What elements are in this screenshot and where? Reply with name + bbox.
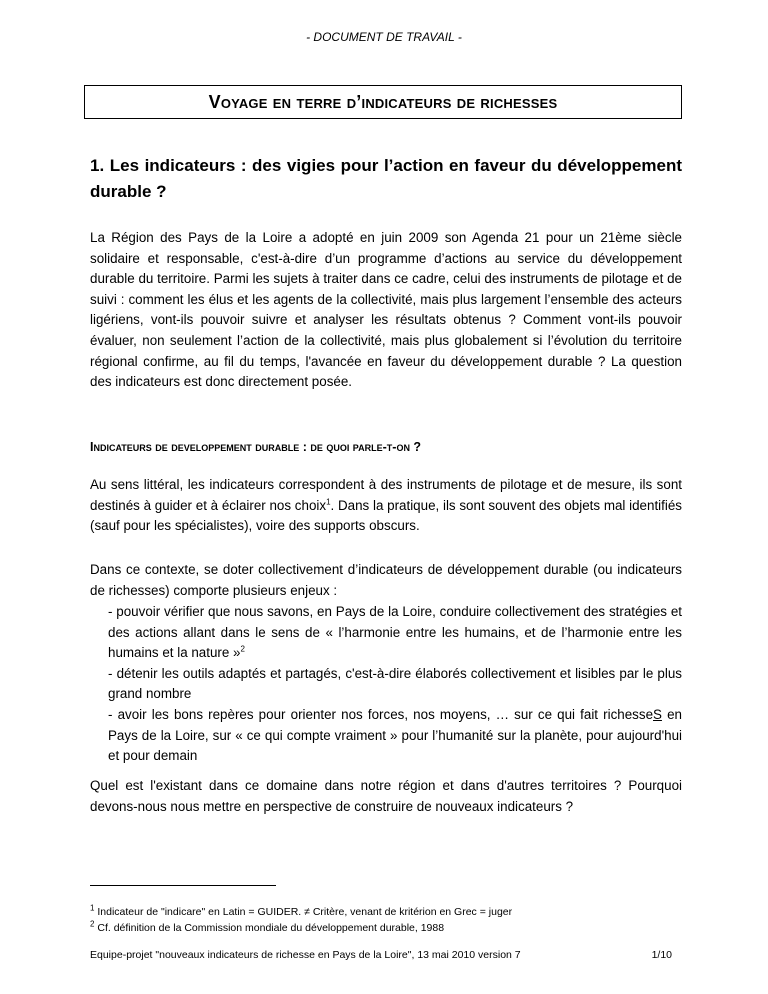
section-heading: 1. Les indicateurs : des vigies pour l’action en faveur du développement durable ? [90, 156, 682, 201]
list-item-text: - pouvoir vérifier que nous savons, en Pays de la Loire, conduire collectivement des stratégies et des actions allant dans le sens de « l’harmonie entre les humains, et de l’harmonie entre les humains et la nature » [108, 604, 682, 661]
footer-text: Equipe-projet "nouveaux indicateurs de richesse en Pays de la Loire", 13 mai 2010 version 7 [90, 949, 521, 961]
footnotes [90, 904, 690, 936]
page-number: 1/10 [651, 949, 672, 961]
question-paragraph: Quel est l'existant dans ce domaine dans notre région et dans d'autres territoires ? Pourquoi devons-nous nous mettre en perspective de construire de nouveaux indicateurs ? [90, 778, 682, 814]
definition-paragraph [90, 475, 682, 537]
footnote-number: 1 [90, 903, 95, 913]
context-paragraph: Dans ce contexte, se doter collectivement d’indicateurs de développement durable (ou indicateurs de richesses) comporte plusieurs enjeux : [90, 562, 682, 598]
definition-text: Au sens littéral, les indicateurs correspondent à des instruments de pilotage et de mesure, ils sont destinés à guider et à éclairer nos choix [90, 477, 682, 513]
footnote-ref-1: 1 [326, 497, 331, 507]
list-item-text: - avoir les bons repères pour orienter nos forces, nos moyens, … sur ce qui fait richesse [108, 706, 654, 722]
subsection-heading: Indicateurs de developpement durable : de quoi parle-t-on ? [90, 440, 422, 454]
footnote-divider [90, 885, 276, 886]
footnote-text: Indicateur de "indicare" en Latin = GUIDER. ≠ Critère, venant de kritérion en Grec = juger [94, 906, 513, 918]
footnote-number: 2 [90, 919, 95, 929]
document-header: - DOCUMENT DE TRAVAIL - [306, 30, 462, 44]
footnote-1 [90, 904, 690, 920]
footnote-text: Cf. définition de la Commission mondiale du développement durable, 1988 [94, 922, 445, 934]
list-item [108, 705, 682, 767]
list-item-text-cont: en Pays de la Loire, sur « ce qui compte vraiment » pour l’humanité sur la planète, pour aujourd'hui et pour demain [108, 706, 682, 764]
list-item [108, 602, 682, 664]
list-item: - détenir les outils adaptés et partagés, c'est-à-dire élaborés collectivement et lisibles par le plus grand nombre [108, 665, 682, 702]
underlined-letter: S [653, 706, 662, 722]
page-footer [90, 949, 682, 961]
stakes-list [108, 602, 682, 767]
document-title: Voyage en terre d’indicateurs de richesses [84, 85, 682, 119]
definition-text-cont: . Dans la pratique, ils sont souvent des objets mal identifiés (sauf pour les spécialistes), voire des supports obscurs. [90, 497, 682, 534]
footnote-2 [90, 920, 690, 936]
intro-paragraph: La Région des Pays de la Loire a adopté en juin 2009 son Agenda 21 pour un 21ème siècle solidaire et responsable, c'est-à-dire d’un programme d’actions au service du développement durable du territoire. Parmi les sujets à traiter dans ce cadre, celui des instruments de pilotage et de suivi : comment les élus et les agents de la collectivité, mais plus largement l’ensemble des acteurs ligériens, vont-ils pouvoir suivre et analyser les résultats obtenus ? Comment vont-ils pouvoir évaluer, non seulement l’action de la collectivité, mais plus globalement si l’évolution du territoire régional confirme, au fil du temps, l'avancée en faveur du développement durable ? La question des indicateurs est donc directement posée. [90, 230, 682, 390]
footnote-ref-2: 2 [240, 644, 245, 654]
